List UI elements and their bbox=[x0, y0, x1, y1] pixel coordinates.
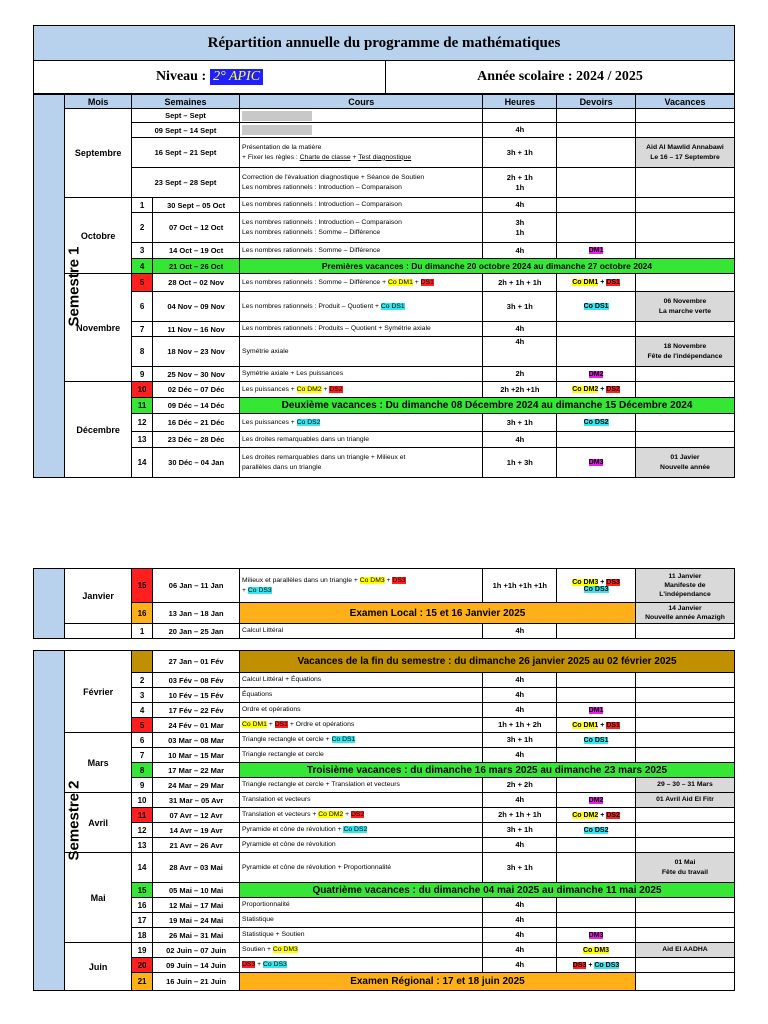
semester1-table bbox=[33, 94, 735, 478]
week-dates: 17 Fév – 22 Fév bbox=[153, 703, 240, 718]
exam-banner: Examen Local : 15 et 16 Janvier 2025 bbox=[240, 603, 636, 624]
heures-cell: 4h bbox=[483, 703, 557, 718]
devoir-cell: Co DM2 + DS2 bbox=[557, 808, 636, 823]
vacation-banner: Troisième vacances : du dimanche 16 mars 2025 au dimanche 23 mars 2025 bbox=[240, 763, 735, 778]
week-dates: 31 Mar – 05 Avr bbox=[153, 793, 240, 808]
week-number: 15 bbox=[131, 883, 152, 898]
month-fevrier: Février bbox=[65, 651, 132, 733]
heures-cell: 4h bbox=[483, 624, 557, 639]
semester1-label: Semestre 1 bbox=[34, 95, 65, 478]
page-title: Répartition annuelle du programme de mathématiques bbox=[33, 25, 735, 61]
week-dates: 07 Avr – 12 Avr bbox=[153, 808, 240, 823]
cours-cell: Les nombres rationnels : Produits – Quotient + Symétrie axiale bbox=[240, 322, 483, 337]
heures-cell: 4h bbox=[483, 793, 557, 808]
vacances-cell: 01 Mai Fête du travail bbox=[635, 853, 734, 883]
week-dates: 13 Jan – 18 Jan bbox=[153, 603, 240, 624]
month-janvier: Janvier bbox=[65, 569, 132, 624]
vacances-cell: 29 – 30 – 31 Mars bbox=[635, 778, 734, 793]
week-number: 12 bbox=[131, 414, 152, 432]
vacances-cell: 11 Janvier Manifeste de L'indépendance bbox=[635, 569, 734, 603]
week-dates: 02 Juin – 07 Juin bbox=[153, 943, 240, 958]
week-dates: 23 Sept – 28 Sept bbox=[131, 168, 239, 198]
devoir-cell: DM2 bbox=[557, 367, 636, 382]
week-number: 19 bbox=[131, 943, 152, 958]
week-number: 11 bbox=[131, 398, 152, 414]
devoir-cell: Co DS2 bbox=[557, 414, 636, 432]
week-dates: 18 Nov – 23 Nov bbox=[153, 337, 240, 367]
vacances-cell: 14 Janvier Nouvelle année Amazigh bbox=[635, 603, 734, 624]
week-dates: 24 Mar – 29 Mar bbox=[153, 778, 240, 793]
week-number: 9 bbox=[131, 367, 152, 382]
week-number: 6 bbox=[131, 733, 152, 748]
heures-cell: 4h bbox=[483, 322, 557, 337]
devoir-cell: DS3 + Co DS3 bbox=[557, 958, 636, 973]
niveau-label: Niveau : bbox=[155, 68, 207, 84]
heures-cell: 4h bbox=[483, 838, 557, 853]
week-dates: 10 Mar – 15 Mar bbox=[153, 748, 240, 763]
week-dates: 07 Oct – 12 Oct bbox=[153, 213, 240, 243]
devoir-cell: DM2 bbox=[557, 793, 636, 808]
vacances-cell: Aid El AADHA bbox=[635, 943, 734, 958]
month-mai: Mai bbox=[65, 853, 132, 943]
week-dates: Sept – Sept bbox=[131, 109, 239, 123]
cours-cell: Symétrie axiale bbox=[240, 337, 483, 367]
week-dates: 09 Juin – 14 Juin bbox=[153, 958, 240, 973]
week-number: 7 bbox=[131, 322, 152, 337]
heures-cell: 2h + 1h 1h bbox=[483, 168, 557, 198]
cours-cell: Calcul Littéral bbox=[240, 624, 483, 639]
week-dates: 14 Oct – 19 Oct bbox=[153, 243, 240, 259]
cours-cell: Statistique bbox=[240, 913, 483, 928]
week-number: 16 bbox=[131, 603, 152, 624]
week-dates: 02 Déc – 07 Déc bbox=[153, 382, 240, 398]
semester-band bbox=[34, 569, 65, 639]
week-dates: 17 Mar – 22 Mar bbox=[153, 763, 240, 778]
vacances-cell: 01 Avril Aid El Fitr bbox=[635, 793, 734, 808]
cours-cell: Statistique + Soutien bbox=[240, 928, 483, 943]
cours-cell: Proportionnalité bbox=[240, 898, 483, 913]
week-number: 10 bbox=[131, 382, 152, 398]
niveau-cell bbox=[34, 60, 386, 93]
week-dates: 28 Avr – 03 Mai bbox=[153, 853, 240, 883]
cours-cell: Les puissances + Co DS2 bbox=[240, 414, 483, 432]
week-number: 10 bbox=[131, 793, 152, 808]
week-number: 13 bbox=[131, 838, 152, 853]
heures-cell: 3h + 1h bbox=[483, 414, 557, 432]
niveau-value: 2° APIC bbox=[210, 69, 263, 85]
cours-cell: Co DM1 + DS1 + Ordre et opérations bbox=[240, 718, 483, 733]
cours-cell: Ordre et opérations bbox=[240, 703, 483, 718]
week-number: 17 bbox=[131, 913, 152, 928]
vacances-cell: 01 Javier Nouvelle année bbox=[635, 448, 734, 478]
heures-cell: 4h bbox=[483, 673, 557, 688]
col-cours: Cours bbox=[240, 95, 483, 109]
week-dates: 21 Avr – 26 Avr bbox=[153, 838, 240, 853]
devoir-cell: Co DM3 + DS3 Co DS3 bbox=[557, 569, 636, 603]
week-number bbox=[131, 651, 152, 673]
week-dates: 03 Mar – 08 Mar bbox=[153, 733, 240, 748]
semester2-table bbox=[33, 650, 735, 991]
week-dates: 04 Nov – 09 Nov bbox=[153, 292, 240, 322]
heures-cell: 1h +1h +1h +1h bbox=[483, 569, 557, 603]
week-number: 5 bbox=[131, 718, 152, 733]
week-dates: 25 Nov – 30 Nov bbox=[153, 367, 240, 382]
week-number: 8 bbox=[131, 337, 152, 367]
week-number: 4 bbox=[131, 703, 152, 718]
week-dates: 21 Oct – 26 Oct bbox=[153, 259, 240, 274]
heures-cell: 1h + 3h bbox=[483, 448, 557, 478]
cours-cell: Pyramide et cône de révolution bbox=[240, 838, 483, 853]
cours-cell: Présentation de la matière + Fixer les règles : Charte de classe + Test diagnostique bbox=[240, 138, 483, 168]
col-mois: Mois bbox=[65, 95, 132, 109]
cours-cell: Milieux et parallèles dans un triangle + Co DM3 + DS3 + Co DS3 bbox=[240, 569, 483, 603]
cours-cell: Calcul Littéral + Équations bbox=[240, 673, 483, 688]
vacation-banner: Vacances de la fin du semestre : du dimanche 26 janvier 2025 au 02 février 2025 bbox=[240, 651, 735, 673]
devoir-cell: Co DM1 + DS1 bbox=[557, 274, 636, 292]
cours-cell bbox=[240, 123, 483, 138]
week-number: 18 bbox=[131, 928, 152, 943]
week-dates: 16 Sept – 21 Sept bbox=[131, 138, 239, 168]
week-number: 20 bbox=[131, 958, 152, 973]
heures-cell: 4h bbox=[483, 913, 557, 928]
vacation-banner: Premières vacances : Du dimanche 20 octobre 2024 au dimanche 27 octobre 2024 bbox=[240, 259, 735, 274]
heures-cell: 3h + 1h bbox=[483, 853, 557, 883]
devoir-cell bbox=[557, 243, 636, 259]
cours-cell: Triangle rectangle et cercle bbox=[240, 748, 483, 763]
vacation-banner: Quatrième vacances : du dimanche 04 mai 2025 au dimanche 11 mai 2025 bbox=[240, 883, 735, 898]
devoir-cell: Co DS1 bbox=[557, 733, 636, 748]
week-number: 14 bbox=[131, 853, 152, 883]
cours-cell: Les nombres rationnels : Produit – Quotient + Co DS1 bbox=[240, 292, 483, 322]
week-number: 3 bbox=[131, 688, 152, 703]
week-number: 9 bbox=[131, 778, 152, 793]
redacted-block bbox=[242, 125, 312, 135]
heures-cell: 2h + 2h bbox=[483, 778, 557, 793]
heures-cell: 4h bbox=[483, 243, 557, 259]
cours-cell: DS3 + Co DS3 bbox=[240, 958, 483, 973]
week-dates: 28 Oct – 02 Nov bbox=[153, 274, 240, 292]
heures-cell: 4h bbox=[483, 748, 557, 763]
vacances-cell: Aid Al Mawlid Annabawi Le 16 – 17 Septembre bbox=[635, 138, 734, 168]
week-dates: 24 Fév – 01 Mar bbox=[153, 718, 240, 733]
col-semaines: Semaines bbox=[131, 95, 239, 109]
devoir-cell: Co DS1 bbox=[557, 292, 636, 322]
col-heures: Heures bbox=[483, 95, 557, 109]
week-number: 7 bbox=[131, 748, 152, 763]
week-number: 3 bbox=[131, 243, 152, 259]
week-number: 4 bbox=[131, 259, 152, 274]
cours-cell: Soutien + Co DM3 bbox=[240, 943, 483, 958]
cours-cell: Les puissances + Co DM2 + DS2 bbox=[240, 382, 483, 398]
week-dates: 03 Fév – 08 Fév bbox=[153, 673, 240, 688]
week-dates: 23 Déc – 28 Déc bbox=[153, 432, 240, 448]
january-table bbox=[33, 568, 735, 639]
vacances-cell: 06 Novembre La marche verte bbox=[635, 292, 734, 322]
week-number: 11 bbox=[131, 808, 152, 823]
col-devoirs: Devoirs bbox=[557, 95, 636, 109]
heures-cell: 4h bbox=[483, 337, 557, 367]
heures-cell: 3h + 1h bbox=[483, 733, 557, 748]
week-dates: 27 Jan – 01 Fév bbox=[153, 651, 240, 673]
cours-cell: Translation et vecteurs bbox=[240, 793, 483, 808]
month-septembre: Septembre bbox=[65, 109, 132, 198]
cours-cell: Translation et vecteurs + Co DM2 + DS2 bbox=[240, 808, 483, 823]
dm-badge: DM1 bbox=[588, 247, 604, 254]
cours-cell: Les nombres rationnels : Somme – Différence + Co DM1 + DS1 bbox=[240, 274, 483, 292]
week-dates: 09 Sept – 14 Sept bbox=[131, 123, 239, 138]
heures-cell: 4h bbox=[483, 198, 557, 213]
cours-cell: Symétrie axiale + Les puissances bbox=[240, 367, 483, 382]
month-juin: Juin bbox=[65, 943, 132, 991]
devoir-cell: Co DM2 + DS2 bbox=[557, 382, 636, 398]
heures-cell: 2h bbox=[483, 367, 557, 382]
cours-cell: Correction de l'évaluation diagnostique + Séance de Soutien Les nombres rationnels : Introduction – Comparaison bbox=[240, 168, 483, 198]
week-dates: 30 Déc – 04 Jan bbox=[153, 448, 240, 478]
week-dates: 10 Fév – 15 Fév bbox=[153, 688, 240, 703]
cours-cell: Les droites remarquables dans un triangle + Milieux et parallèles dans un triangle bbox=[240, 448, 483, 478]
cours-cell: Triangle rectangle et cercle + Co DS1 bbox=[240, 733, 483, 748]
week-number: 6 bbox=[131, 292, 152, 322]
week-dates: 06 Jan – 11 Jan bbox=[153, 569, 240, 603]
cours-cell bbox=[240, 109, 483, 123]
week-dates: 30 Sept – 05 Oct bbox=[153, 198, 240, 213]
cours-cell: Pyramide et cône de révolution + Proportionnalité bbox=[240, 853, 483, 883]
week-dates: 05 Mai – 10 Mai bbox=[153, 883, 240, 898]
vacation-banner: Deuxième vacances : Du dimanche 08 Décembre 2024 au dimanche 15 Décembre 2024 bbox=[240, 398, 735, 414]
col-vacances: Vacances bbox=[635, 95, 734, 109]
devoir-cell: Co DS2 bbox=[557, 823, 636, 838]
heures-cell: 3h + 1h bbox=[483, 138, 557, 168]
cours-cell: Les nombres rationnels : Introduction – Comparaison bbox=[240, 198, 483, 213]
heures-cell: 2h +2h +1h bbox=[483, 382, 557, 398]
month-decembre: Décembre bbox=[65, 382, 132, 478]
month-novembre: Novembre bbox=[65, 274, 132, 382]
cours-cell: Les nombres rationnels : Introduction – Comparaison Les nombres rationnels : Somme – Différence bbox=[240, 213, 483, 243]
redacted-block bbox=[242, 111, 312, 121]
week-dates: 19 Mai – 24 Mai bbox=[153, 913, 240, 928]
month-mars: Mars bbox=[65, 733, 132, 793]
month-avril: Avril bbox=[65, 793, 132, 853]
month-octobre: Octobre bbox=[65, 198, 132, 274]
week-dates: 16 Déc – 21 Déc bbox=[153, 414, 240, 432]
week-dates: 11 Nov – 16 Nov bbox=[153, 322, 240, 337]
devoir-cell: Co DM1 + DS1 bbox=[557, 718, 636, 733]
week-number: 1 bbox=[131, 624, 152, 639]
devoir-cell: Co DM3 bbox=[557, 943, 636, 958]
exam-banner: Examen Régional : 17 et 18 juin 2025 bbox=[240, 973, 636, 991]
cours-cell: Pyramide et cône de révolution + Co DS2 bbox=[240, 823, 483, 838]
info-row bbox=[33, 60, 735, 94]
cours-cell: Les droites remarquables dans un triangle bbox=[240, 432, 483, 448]
heures-cell: 3h 1h bbox=[483, 213, 557, 243]
week-number: 15 bbox=[131, 569, 152, 603]
week-number: 8 bbox=[131, 763, 152, 778]
vacances-cell: 18 Novembre Fête de l'indépendance bbox=[635, 337, 734, 367]
week-dates: 12 Mai – 17 Mai bbox=[153, 898, 240, 913]
cours-cell: Triangle rectangle et cercle + Translation et vecteurs bbox=[240, 778, 483, 793]
week-number: 2 bbox=[131, 213, 152, 243]
devoir-cell: DM3 bbox=[557, 928, 636, 943]
week-number: 1 bbox=[131, 198, 152, 213]
week-number: 13 bbox=[131, 432, 152, 448]
heures-cell: 4h bbox=[483, 432, 557, 448]
heures-cell: 2h + 1h + 1h bbox=[483, 274, 557, 292]
heures-cell: 4h bbox=[483, 928, 557, 943]
week-number: 16 bbox=[131, 898, 152, 913]
heures-cell: 1h + 1h + 2h bbox=[483, 718, 557, 733]
semester2-label: Semestre 2 bbox=[34, 651, 65, 991]
heures-cell: 2h + 1h + 1h bbox=[483, 808, 557, 823]
heures-cell: 3h + 1h bbox=[483, 292, 557, 322]
week-number: 2 bbox=[131, 673, 152, 688]
heures-cell: 4h bbox=[483, 688, 557, 703]
week-number: 14 bbox=[131, 448, 152, 478]
devoir-cell: DM1 bbox=[557, 703, 636, 718]
heures-cell: 4h bbox=[483, 943, 557, 958]
cours-cell: Les nombres rationnels : Somme – Différence bbox=[240, 243, 483, 259]
heures-cell: 3h + 1h bbox=[483, 823, 557, 838]
week-number: 21 bbox=[131, 973, 152, 991]
heures-cell: 4h bbox=[483, 958, 557, 973]
week-number: 5 bbox=[131, 274, 152, 292]
week-number: 12 bbox=[131, 823, 152, 838]
devoir-cell: DM3 bbox=[557, 448, 636, 478]
heures-cell: 4h bbox=[483, 123, 557, 138]
week-dates: 16 Juin – 21 Juin bbox=[153, 973, 240, 991]
week-dates: 26 Mai – 31 Mai bbox=[153, 928, 240, 943]
week-dates: 14 Avr – 19 Avr bbox=[153, 823, 240, 838]
heures-cell: 4h bbox=[483, 898, 557, 913]
annee-scolaire: Année scolaire : 2024 / 2025 bbox=[477, 68, 643, 84]
week-dates: 20 Jan – 25 Jan bbox=[153, 624, 240, 639]
cours-cell: Équations bbox=[240, 688, 483, 703]
week-dates: 09 Déc – 14 Déc bbox=[153, 398, 240, 414]
